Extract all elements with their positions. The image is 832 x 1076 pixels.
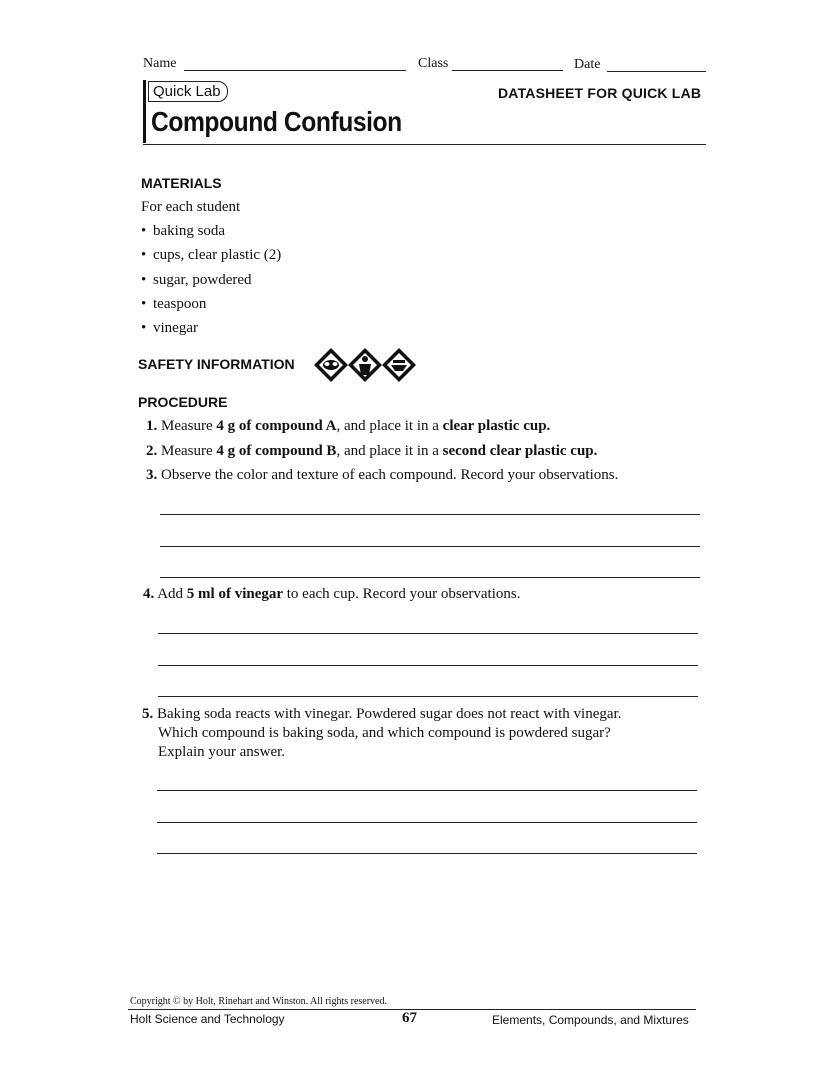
answer-line-3b[interactable] bbox=[160, 546, 700, 547]
hand-safety-icon bbox=[382, 348, 416, 382]
list-item: • sugar, powdered bbox=[141, 272, 252, 288]
quick-lab-tab: Quick Lab bbox=[148, 81, 228, 102]
procedure-step-5: 5. Baking soda reacts with vinegar. Powdered sugar does not react with vinegar. bbox=[142, 706, 622, 722]
answer-line-3c[interactable] bbox=[160, 577, 700, 578]
copyright-notice: Copyright © by Holt, Rinehart and Winston. All rights reserved. bbox=[130, 996, 387, 1007]
class-label: Class bbox=[418, 56, 449, 71]
apron-icon bbox=[348, 348, 382, 382]
list-item: • vinegar bbox=[141, 320, 198, 336]
title-bar-accent bbox=[143, 80, 146, 143]
answer-line-3a[interactable] bbox=[160, 514, 700, 515]
procedure-step-4: 4. Add 5 ml of vinegar to each cup. Record your observations. bbox=[143, 586, 521, 602]
title-underline bbox=[143, 144, 706, 145]
answer-line-4b[interactable] bbox=[158, 665, 698, 666]
list-item: • cups, clear plastic (2) bbox=[141, 247, 282, 263]
answer-line-4a[interactable] bbox=[158, 633, 698, 634]
page-title: Compound Confusion bbox=[151, 106, 402, 137]
datasheet-label: DATASHEET FOR QUICK LAB bbox=[498, 85, 702, 101]
page-number: 67 bbox=[402, 1010, 417, 1026]
answer-line-5c[interactable] bbox=[157, 853, 697, 854]
answer-line-4c[interactable] bbox=[158, 696, 698, 697]
class-field[interactable] bbox=[452, 70, 563, 71]
list-item: • baking soda bbox=[141, 223, 226, 239]
answer-line-5b[interactable] bbox=[157, 822, 697, 823]
chapter-title: Elements, Compounds, and Mixtures bbox=[492, 1013, 689, 1027]
procedure-step-1: 1. Measure 4 g of compound A, and place it in a clear plastic cup. bbox=[146, 418, 551, 434]
materials-intro: For each student bbox=[141, 199, 241, 215]
date-field[interactable] bbox=[607, 71, 706, 72]
materials-heading: MATERIALS bbox=[141, 175, 222, 191]
procedure-heading: PROCEDURE bbox=[138, 394, 228, 410]
name-label: Name bbox=[143, 56, 177, 71]
eye-protection-icon bbox=[314, 348, 348, 382]
safety-icons bbox=[313, 347, 417, 383]
procedure-step-2: 2. Measure 4 g of compound B, and place it in a second clear plastic cup. bbox=[146, 443, 598, 459]
safety-heading: SAFETY INFORMATION bbox=[138, 356, 295, 372]
procedure-step-5-line2: Which compound is baking soda, and which compound is powdered sugar? bbox=[158, 725, 611, 741]
procedure-step-5-line3: Explain your answer. bbox=[158, 744, 286, 760]
date-label: Date bbox=[574, 57, 601, 72]
procedure-step-3: 3. Observe the color and texture of each compound. Record your observations. bbox=[146, 467, 619, 483]
publisher-name: Holt Science and Technology bbox=[130, 1012, 285, 1026]
answer-line-5a[interactable] bbox=[157, 790, 697, 791]
name-field[interactable] bbox=[184, 70, 406, 71]
list-item: • teaspoon bbox=[141, 296, 207, 312]
